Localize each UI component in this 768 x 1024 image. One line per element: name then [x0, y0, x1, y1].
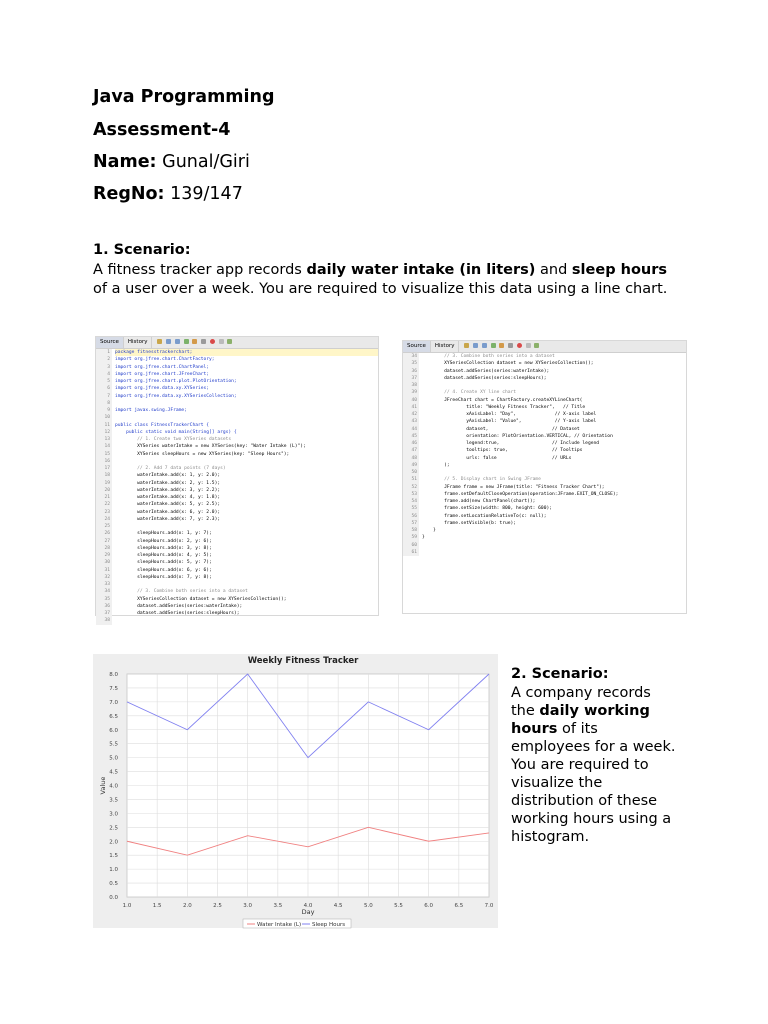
- code-line: dataset, // Dataset: [422, 426, 580, 432]
- line-number: 57: [411, 520, 417, 526]
- code-line: orientation: PlotOrientation.VERTICAL, // Orientation: [422, 433, 613, 439]
- code-line: xAxisLabel: "Day", // X-axis label: [422, 412, 597, 417]
- regno-label: RegNo:: [93, 184, 165, 204]
- code-line: sleepHours.add(x: 3, y: 8);: [115, 545, 212, 551]
- code-line: [115, 523, 378, 530]
- line-number: 35: [411, 361, 417, 367]
- line-number: 11: [104, 422, 110, 428]
- y-tick-label: 1.5: [109, 853, 118, 860]
- line-number: 31: [104, 567, 110, 573]
- line-number: 34: [104, 589, 110, 595]
- line-number: 25: [104, 524, 110, 529]
- course-title: Java Programming: [93, 87, 275, 107]
- code-line: [115, 617, 378, 624]
- code-line: sleepHours.add(x: 7, y: 8);: [115, 574, 212, 580]
- y-tick-label: 0.0: [109, 895, 118, 901]
- toolbar-icon[interactable]: [227, 339, 232, 344]
- code-line: package fitnesstrackerchart;: [115, 349, 378, 356]
- code-line: [115, 414, 378, 421]
- student-regno: [93, 183, 243, 205]
- x-tick-label: 2.5: [213, 903, 222, 909]
- y-tick-label: 4.5: [109, 769, 118, 776]
- line-number: 36: [411, 368, 417, 374]
- assessment-title: Assessment-4: [93, 120, 231, 140]
- line-number: 16: [104, 458, 110, 464]
- x-tick-label: 6.5: [454, 903, 464, 909]
- line-number: 13: [104, 437, 110, 442]
- tab-source[interactable]: Source: [403, 341, 431, 352]
- line-number: 1: [107, 350, 110, 355]
- line-number: 59: [411, 535, 417, 541]
- line-number: 26: [104, 531, 110, 537]
- line-number: 49: [411, 462, 417, 468]
- code-screenshot-right: [402, 340, 687, 614]
- line-number: 7: [107, 393, 110, 399]
- code-line: import org.jfree.chart.JFreeChart;: [115, 371, 210, 377]
- code-line: public static void main(String[] args) {: [115, 429, 237, 435]
- x-tick-label: 4.5: [333, 903, 343, 909]
- code-line: import org.jfree.chart.ChartPanel;: [115, 364, 210, 370]
- code-line: frame.setLocationRelativeTo(c: null);: [422, 513, 547, 519]
- toolbar-icon[interactable]: [464, 343, 469, 348]
- code-line: // 1. Create two XYSeries datasets: [115, 437, 232, 442]
- code-line: urls: false // URLs: [422, 455, 572, 461]
- line-number: 40: [411, 397, 417, 403]
- toolbar-icon[interactable]: [482, 343, 487, 348]
- chart-title: Weekly Fitness Tracker: [247, 656, 359, 666]
- line-number: 34: [411, 354, 417, 359]
- code-line: dataset.addSeries(series:sleepHours);: [115, 611, 240, 616]
- x-tick-label: 6.0: [424, 903, 434, 909]
- code-line: frame.add(new ChartPanel(chart));: [422, 499, 536, 504]
- x-tick-label: 3.5: [273, 903, 283, 909]
- code-line: waterIntake.add(x: 3, y: 2.2);: [115, 487, 221, 493]
- y-tick-label: 2.5: [109, 825, 118, 832]
- line-number: 48: [411, 455, 417, 461]
- y-tick-label: 4.0: [109, 783, 118, 790]
- code-line: import org.jfree.chart.plot.PlotOrientation;: [115, 379, 237, 384]
- code-line: title: "Weekly Fitness Tracker", // Title: [422, 404, 586, 410]
- y-tick-label: 2.0: [109, 839, 118, 846]
- code-screenshot-left: [95, 336, 379, 624]
- line-number: 15: [104, 451, 110, 457]
- code-line: JFreeChart chart = ChartFactory.createXYLineChart(: [422, 397, 583, 403]
- toolbar-icon[interactable]: [219, 339, 224, 344]
- line-number: 55: [411, 506, 417, 512]
- line-number: 39: [411, 390, 417, 396]
- code-line: dataset.addSeries(series:waterIntake);: [115, 603, 243, 609]
- code-area[interactable]: [419, 353, 686, 556]
- line-number: 60: [411, 542, 417, 548]
- scenario-1-title: 1. Scenario:: [93, 242, 191, 258]
- chart-svg: [93, 654, 498, 928]
- line-number: 58: [411, 528, 417, 533]
- line-number: 38: [104, 618, 110, 624]
- toolbar-icon[interactable]: [499, 343, 504, 348]
- line-number: 50: [411, 470, 417, 475]
- line-number: 36: [104, 603, 110, 609]
- toolbar-icon[interactable]: [201, 339, 206, 344]
- code-line: sleepHours.add(x: 4, y: 5);: [115, 553, 212, 558]
- line-number: 37: [411, 375, 417, 381]
- line-chart: [93, 654, 498, 928]
- line-number: 19: [104, 480, 110, 486]
- code-line: [422, 382, 686, 389]
- line-number: 24: [104, 516, 110, 522]
- line-number: 27: [104, 538, 110, 544]
- name-value: Gunal/Giri: [162, 152, 250, 172]
- code-line: waterIntake.add(x: 1, y: 2.0);: [115, 473, 221, 479]
- line-number: 22: [104, 502, 110, 508]
- x-tick-label: 7.0: [484, 903, 494, 909]
- x-tick-label: 4.0: [303, 903, 313, 909]
- toolbar-icon[interactable]: [175, 339, 180, 344]
- code-line: sleepHours.add(x: 6, y: 6);: [115, 567, 212, 573]
- code-line: XYSeriesCollection dataset = new XYSeriesCollection();: [115, 596, 287, 602]
- y-axis-label: Value: [99, 776, 107, 795]
- record-icon[interactable]: [517, 343, 522, 348]
- toolbar-icon[interactable]: [508, 343, 513, 348]
- line-number: 14: [104, 444, 110, 450]
- y-tick-label: 8.0: [109, 672, 118, 678]
- toolbar-icon[interactable]: [157, 339, 162, 344]
- code-line: sleepHours.add(x: 5, y: 7);: [115, 560, 212, 566]
- line-number: 4: [107, 371, 110, 377]
- x-tick-label: 1.0: [122, 903, 132, 909]
- scenario-2-title: 2. Scenario:: [511, 666, 609, 682]
- y-tick-label: 5.0: [109, 755, 118, 762]
- line-number: 43: [411, 419, 417, 425]
- line-number: 51: [411, 477, 417, 483]
- code-line: XYSeries sleepHours = new XYSeries(key: "Sleep Hours");: [115, 451, 290, 457]
- code-line: // 3. Combine both series into a dataset: [115, 589, 248, 595]
- code-line: [115, 458, 378, 465]
- line-number: 47: [411, 448, 417, 454]
- code-line: frame.setDefaultCloseOperation(operation:JFrame.EXIT_ON_CLOSE);: [422, 491, 619, 497]
- code-line: // 4. Create XY line chart: [422, 390, 517, 396]
- code-line: sleepHours.add(x: 2, y: 6);: [115, 538, 212, 544]
- line-numbers: [96, 349, 112, 625]
- toolbar-icon[interactable]: [166, 339, 171, 344]
- line-number: 5: [107, 379, 110, 384]
- x-axis-label: Day: [301, 908, 315, 916]
- code-line: frame.setVisible(b: true);: [422, 520, 517, 526]
- line-number: 20: [104, 487, 110, 493]
- y-tick-label: 3.0: [109, 811, 118, 818]
- line-numbers: [403, 353, 419, 556]
- line-number: 38: [411, 383, 417, 388]
- regno-value: 139/147: [170, 184, 243, 204]
- name-label: Name:: [93, 152, 157, 172]
- line-number: 17: [104, 466, 110, 471]
- line-number: 45: [411, 433, 417, 439]
- line-number: 12: [104, 429, 110, 435]
- x-tick-label: 1.5: [152, 903, 162, 909]
- legend-label: Water Intake (L): [257, 922, 302, 928]
- code-line: }: [422, 528, 436, 533]
- tab-source[interactable]: Source: [96, 337, 124, 348]
- line-number: 30: [104, 560, 110, 566]
- code-line: sleepHours.add(x: 1, y: 7);: [115, 531, 212, 537]
- code-line: [422, 542, 686, 549]
- y-tick-label: 6.0: [109, 727, 118, 734]
- code-line: XYSeries waterIntake = new XYSeries(key: "Water Intake (L)");: [115, 444, 306, 450]
- y-tick-label: 1.0: [109, 867, 118, 874]
- scenario-1-text: A fitness tracker app records daily water intake (in liters) and sleep hours of a user over a week. You are required to visualize this data using a line chart.: [93, 262, 668, 297]
- x-tick-label: 3.0: [243, 903, 253, 909]
- y-tick-label: 6.5: [109, 713, 118, 720]
- line-number: 28: [104, 545, 110, 551]
- toolbar-icon[interactable]: [534, 343, 539, 348]
- x-tick-label: 2.0: [182, 903, 192, 909]
- scenario-2-text: A company records the daily working hours of its employees for a week. You are required to visualize the distribution of these working hours using a histogram.: [511, 685, 676, 845]
- code-line: waterIntake.add(x: 2, y: 1.5);: [115, 480, 221, 486]
- line-number: 21: [104, 495, 110, 500]
- y-tick-label: 0.5: [109, 881, 118, 888]
- code-line: [115, 581, 378, 588]
- x-tick-label: 5.5: [394, 903, 403, 909]
- toolbar-icon[interactable]: [491, 343, 496, 348]
- line-number: 42: [411, 412, 417, 417]
- line-number: 52: [411, 484, 417, 490]
- line-number: 32: [104, 574, 110, 580]
- y-tick-label: 7.5: [109, 685, 118, 692]
- code-line: import org.jfree.data.xy.XYSeriesCollection;: [115, 393, 237, 399]
- line-number: 29: [104, 553, 110, 558]
- code-line: waterIntake.add(x: 6, y: 2.0);: [115, 509, 221, 515]
- toolbar-icon[interactable]: [192, 339, 197, 344]
- line-number: 6: [107, 386, 110, 392]
- code-line: // 2. Add 7 data points (7 days): [115, 466, 226, 471]
- code-line: import org.jfree.data.xy.XYSeries;: [115, 386, 210, 392]
- line-number: 41: [411, 404, 417, 410]
- line-number: 61: [411, 549, 417, 555]
- code-line: [422, 469, 686, 476]
- code-line: public class FitnessTrackerChart {: [115, 422, 210, 428]
- line-number: 44: [411, 426, 417, 432]
- code-line: [422, 549, 686, 556]
- line-number: 53: [411, 491, 417, 497]
- line-number: 10: [104, 415, 110, 421]
- code-line: tooltips: true, // Tooltips: [422, 448, 583, 454]
- toolbar-icon[interactable]: [184, 339, 189, 344]
- y-tick-label: 7.0: [109, 699, 118, 706]
- record-icon[interactable]: [210, 339, 215, 344]
- line-number: 56: [411, 513, 417, 519]
- code-line: waterIntake.add(x: 5, y: 2.5);: [115, 502, 221, 508]
- code-line: waterIntake.add(x: 4, y: 1.8);: [115, 495, 221, 500]
- student-name: [93, 151, 250, 173]
- line-number: 3: [107, 364, 110, 370]
- code-area[interactable]: [112, 349, 378, 625]
- code-line: import org.jfree.chart.ChartFactory;: [115, 357, 215, 363]
- code-line: waterIntake.add(x: 7, y: 2.3);: [115, 516, 221, 522]
- code-line: JFrame frame = new JFrame(title: "Fitness Tracker Chart");: [422, 484, 605, 490]
- legend-label: Sleep Hours: [312, 922, 346, 928]
- x-tick-label: 5.0: [363, 903, 373, 909]
- toolbar-icon[interactable]: [526, 343, 531, 348]
- code-line: dataset.addSeries(series:sleepHours);: [422, 375, 547, 381]
- tab-history[interactable]: History: [431, 341, 460, 352]
- line-number: 33: [104, 582, 110, 587]
- line-number: 8: [107, 400, 110, 406]
- code-line: );: [422, 462, 450, 468]
- code-line: yAxisLabel: "Value", // Y-axis label: [422, 419, 597, 425]
- code-line: legend:true, // Include legend: [422, 441, 600, 446]
- code-line: frame.setSize(width: 800, height: 600);: [422, 506, 552, 512]
- editor-toolbar: [96, 337, 378, 349]
- line-number: 23: [104, 509, 110, 515]
- toolbar-icon[interactable]: [473, 343, 478, 348]
- editor-toolbar: [403, 341, 686, 353]
- code-line: // 5. Display chart in Swing JFrame: [422, 477, 541, 483]
- code-line: import javax.swing.JFrame;: [115, 408, 187, 413]
- y-tick-label: 3.5: [109, 797, 118, 804]
- line-number: 2: [107, 357, 110, 363]
- line-number: 18: [104, 473, 110, 479]
- line-number: 35: [104, 596, 110, 602]
- code-line: [115, 400, 378, 407]
- line-number: 37: [104, 611, 110, 616]
- code-line: XYSeriesCollection dataset = new XYSeriesCollection();: [422, 361, 594, 367]
- y-tick-label: 5.5: [109, 741, 118, 748]
- tab-history[interactable]: History: [124, 337, 153, 348]
- code-line: dataset.addSeries(series:waterIntake);: [422, 368, 550, 374]
- line-number: 46: [411, 441, 417, 446]
- line-number: 54: [411, 499, 417, 504]
- line-number: 9: [107, 408, 110, 413]
- code-line: // 3. Combine both series into a dataset: [422, 354, 555, 359]
- code-line: }: [422, 535, 425, 541]
